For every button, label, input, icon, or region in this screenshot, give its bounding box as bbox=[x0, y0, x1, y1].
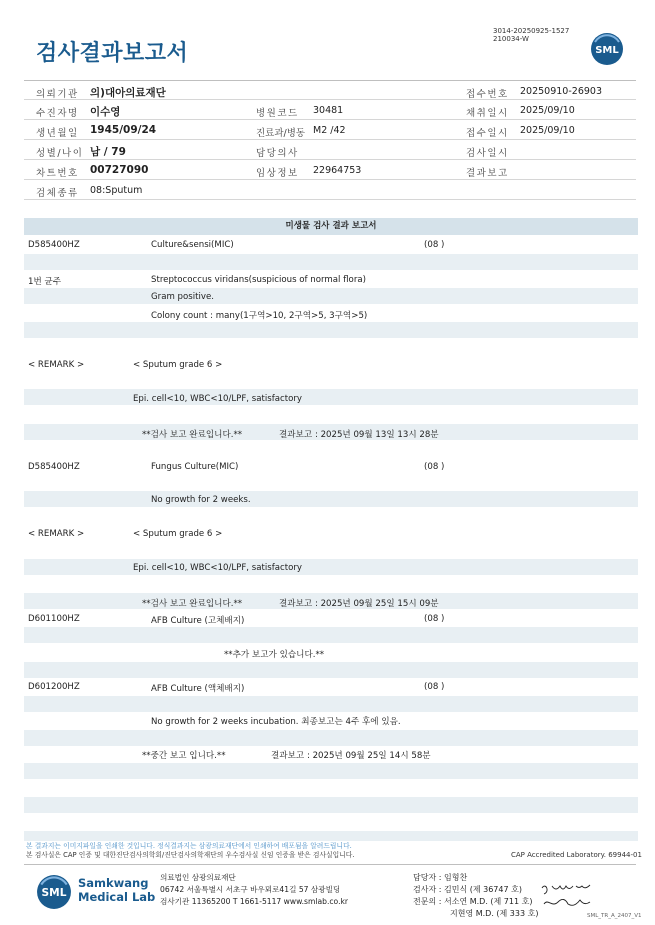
test-code: D585400HZ bbox=[28, 240, 80, 250]
specimen-code: (08 ) bbox=[424, 614, 445, 624]
specimen-code: (08 ) bbox=[424, 240, 445, 250]
print-notice: 본 결과지는 이미지파일을 인쇄한 것입니다. 정식결과지는 삼광의료재단에서 인쇄하여 배포됨을 알려드립니다. bbox=[26, 842, 352, 850]
hospital-code: 30481 bbox=[313, 105, 344, 116]
sml-logo bbox=[36, 874, 72, 910]
handwritten-signature bbox=[538, 880, 598, 912]
specialist-name: 서소연 M.D. (제 711 호) bbox=[443, 897, 533, 906]
document-id: 3014-20250925-1527 210034-W bbox=[493, 27, 570, 43]
sputum-grade: < Sputum grade 6 > bbox=[133, 360, 223, 370]
test-name: AFB Culture (액체배지) bbox=[151, 684, 245, 694]
collect-date: 2025/09/10 bbox=[520, 105, 575, 116]
receipt-number: 20250910-26903 bbox=[520, 86, 603, 97]
info-row: 성별/나이 남 / 79 담당의사 검사일시 bbox=[24, 140, 636, 160]
report-complete: **검사 보고 완료입니다.** bbox=[142, 430, 243, 440]
test-name: Culture&sensi(MIC) bbox=[151, 240, 234, 250]
divider bbox=[24, 864, 636, 865]
row-band bbox=[24, 797, 638, 813]
test-code: D601200HZ bbox=[28, 682, 80, 692]
interim-report: **중간 보고 입니다.** bbox=[142, 751, 226, 761]
test-result: No growth for 2 weeks incubation. 최종보고는 4주 후에 있음. bbox=[151, 717, 401, 727]
row-band bbox=[24, 322, 638, 338]
department: M2 /42 bbox=[313, 125, 346, 136]
receipt-date: 2025/09/10 bbox=[520, 125, 575, 136]
test-name: Fungus Culture(MIC) bbox=[151, 462, 239, 472]
birth-date: 1945/09/24 bbox=[90, 124, 157, 136]
row-band bbox=[24, 559, 638, 575]
test-result: No growth for 2 weeks. bbox=[151, 495, 251, 505]
row-band bbox=[24, 491, 638, 507]
additional-report-note: **추가 보고가 있습니다.** bbox=[224, 650, 325, 660]
requester-value: 의)대아의료재단 bbox=[90, 87, 166, 99]
gram-stain: Gram positive. bbox=[151, 292, 215, 302]
svg-text:SML: SML bbox=[595, 45, 619, 56]
info-row: 의뢰기관 의)대아의료재단 접수번호 20250910-26903 bbox=[24, 80, 636, 100]
page-title: 검사결과보고서 bbox=[36, 41, 189, 66]
row-band bbox=[24, 662, 638, 678]
row-band bbox=[24, 389, 638, 405]
info-row: 수진자명 이수영 병원코드 30481 채취일시 2025/09/10 bbox=[24, 100, 636, 120]
report-time: 결과보고 : 2025년 09월 25일 15시 09분 bbox=[279, 599, 439, 609]
report-time: 결과보고 : 2025년 09월 25일 14시 58분 bbox=[271, 751, 431, 761]
row-band bbox=[24, 288, 638, 304]
info-row: 차트번호 00727090 임상정보 22964753 결과보고 bbox=[24, 160, 636, 180]
info-row: 검체종류 08:Sputum bbox=[24, 180, 636, 200]
remark-text: Epi. cell<10, WBC<10/LPF, satisfactory bbox=[133, 394, 303, 404]
sputum-grade: < Sputum grade 6 > bbox=[133, 529, 223, 539]
patient-name: 이수영 bbox=[90, 106, 121, 118]
specimen-code: (08 ) bbox=[424, 462, 445, 472]
chart-number: 00727090 bbox=[90, 164, 149, 176]
test-name: AFB Culture (고체배지) bbox=[151, 616, 245, 626]
remark-label: < REMARK > bbox=[28, 529, 85, 539]
clinical-info: 22964753 bbox=[313, 165, 362, 176]
row-band bbox=[24, 730, 638, 746]
info-row: 생년월일 1945/09/24 진료과/병동 M2 /42 접수일시 2025/09/10 bbox=[24, 120, 636, 140]
row-band bbox=[24, 763, 638, 779]
staff-name: 임형찬 bbox=[443, 873, 468, 882]
patient-info-table bbox=[24, 80, 636, 200]
row-band bbox=[24, 254, 638, 270]
svg-text:SML: SML bbox=[41, 887, 67, 900]
specimen-code: (08 ) bbox=[424, 682, 445, 692]
test-code: D585400HZ bbox=[28, 462, 80, 472]
specimen-type: 08:Sputum bbox=[90, 185, 143, 196]
row-band bbox=[24, 696, 638, 712]
report-complete: **검사 보고 완료입니다.** bbox=[142, 599, 243, 609]
sex-age: 남 / 79 bbox=[90, 146, 126, 158]
results-section-title: 미생물 검사 결과 보고서 bbox=[24, 218, 638, 235]
form-code: SML_TR_A_2407_V1 bbox=[587, 913, 642, 919]
test-code: D601100HZ bbox=[28, 614, 80, 624]
signatures: 담당자 : 임형찬 검사자 : 김민식 (제 36747 호) 전문의 : 서소연 M.D. (제 711 호) 지현영 M.D. (제 333 호) bbox=[413, 873, 539, 918]
isolate-label: 1번 균주 bbox=[28, 277, 62, 287]
tester-name: 김민식 (제 36747 호) bbox=[443, 885, 522, 894]
brand-name: Samkwang Medical Lab bbox=[78, 876, 156, 904]
accreditation-notice: 본 검사실은 CAP 인증 및 대한진단검사의학회/진단검사의학재단의 우수검사실 신임 인증을 받은 검사실입니다. bbox=[26, 851, 355, 859]
institution-info: 의료법인 삼광의료재단 06742 서울특별시 서초구 바우뫼로41길 57 삼광빌딩 검사기관 11365200 T 1661-5117 www.smlab.co.kr bbox=[160, 873, 348, 906]
organism: Streptococcus viridans(suspicious of normal flora) bbox=[151, 275, 366, 285]
remark-label: < REMARK > bbox=[28, 360, 85, 370]
colony-count: Colony count : many(1구역>10, 2구역>5, 3구역>5) bbox=[151, 311, 368, 321]
specialist-name: 지현영 M.D. (제 333 호) bbox=[450, 909, 539, 918]
cap-accreditation: CAP Accredited Laboratory. 69944-01 bbox=[511, 851, 642, 859]
remark-text: Epi. cell<10, WBC<10/LPF, satisfactory bbox=[133, 563, 303, 573]
sml-logo bbox=[590, 32, 624, 66]
report-time: 결과보고 : 2025년 09월 13일 13시 28분 bbox=[279, 430, 439, 440]
row-band bbox=[24, 627, 638, 643]
